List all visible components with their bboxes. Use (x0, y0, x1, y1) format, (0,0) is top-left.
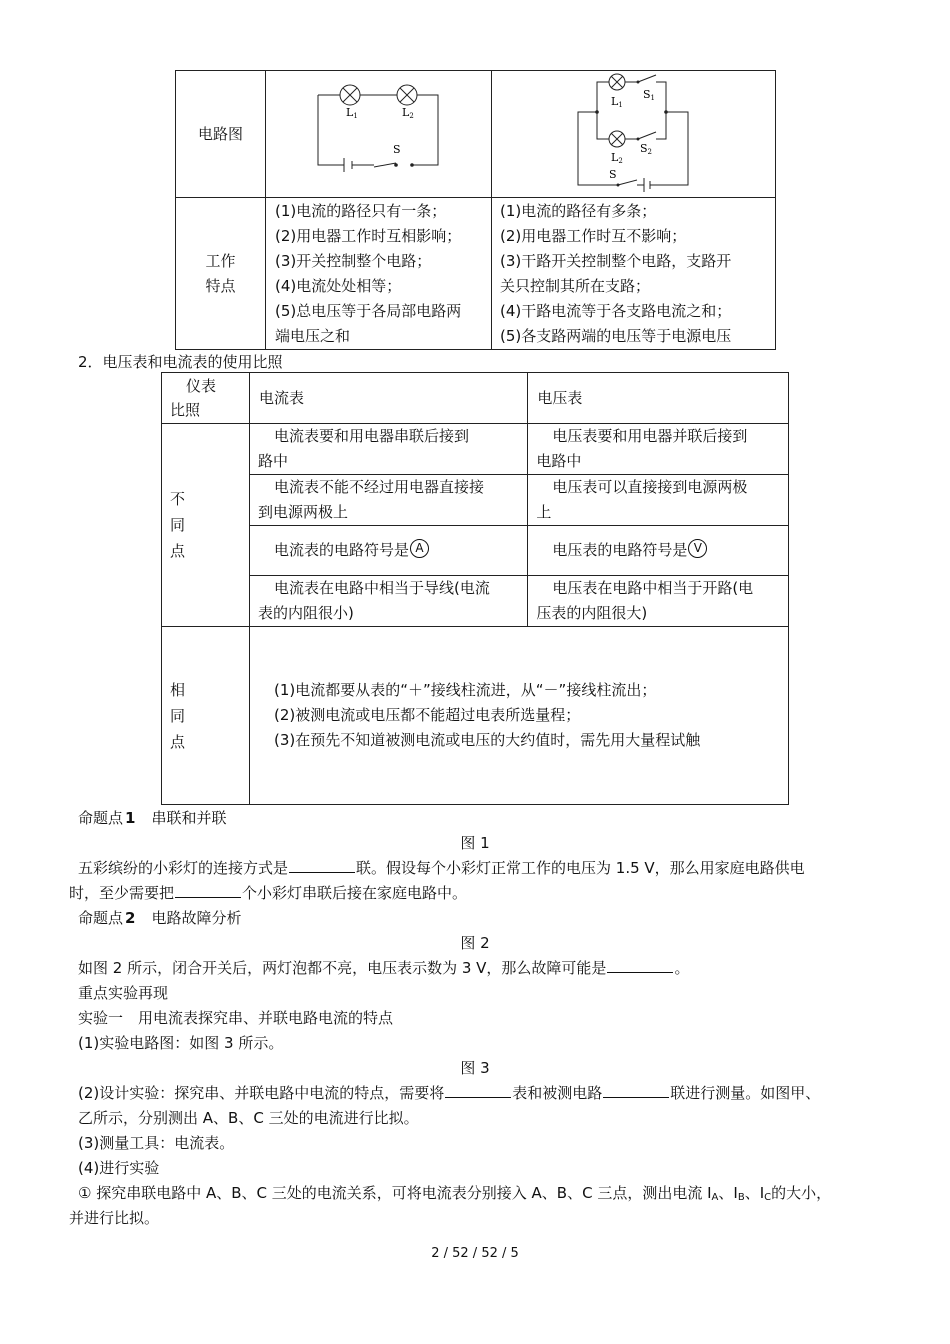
series-feature: (5)总电压等于各局部电路两 (275, 302, 462, 320)
header-ammeter: 电流表 (250, 373, 528, 424)
same-points-cell (250, 627, 789, 805)
figure2-caption: 图 2 (460, 934, 490, 952)
voltmeter-diff-cell: 电压表可以直接接到电源两极 上 (528, 475, 789, 526)
experiment1-step3: (3)测量工具：电流表。 (78, 1134, 235, 1152)
label-s1: S1 (643, 88, 656, 102)
same-char: 同 (170, 706, 186, 725)
label-s: S (609, 168, 617, 181)
experiment1-step1: (1)实验电路图：如图 3 所示。 (78, 1034, 284, 1052)
same-point: (3)在预先不知道被测电流或电压的大约值时，需先用大量程试触 (274, 731, 701, 749)
label-l1: L1 (611, 95, 623, 109)
ammeter-diff-cell: 电流表在电路中相当于导线(电流 表的内阻很小) (250, 576, 528, 627)
circuit-comparison-table (175, 70, 776, 350)
label-l2: L2 (611, 151, 623, 165)
series-feature: (2)用电器工作时互相影响； (275, 227, 462, 245)
topic1-heading: 命题点 1 串联和并联 (78, 809, 227, 827)
diff-char: 点 (170, 542, 186, 560)
lamp-l2-icon (609, 131, 625, 147)
meter-comparison-table (161, 372, 789, 805)
ammeter-diff-cell: 电流表不能不经过用电器直接接 到电源两极上 (250, 475, 528, 526)
answer-blank[interactable] (175, 883, 241, 898)
experiment1-step5-line2: 并进行比拟。 (69, 1209, 160, 1227)
series-feature: (3)开关控制整个电路； (275, 252, 432, 270)
diff-char: 不 (170, 490, 186, 508)
voltmeter-diff-cell: 电压表要和用电器并联后接到 电路中 (528, 424, 789, 475)
parallel-feature: (1)电流的路径有多条； (500, 202, 657, 220)
series-circuit-diagram (266, 71, 491, 197)
voltmeter-diff-cell: 电压表的电路符号是 V (528, 526, 789, 576)
answer-blank[interactable] (603, 1083, 669, 1098)
lamp-l2-icon (397, 85, 417, 105)
figure1-caption: 图 1 (460, 834, 490, 852)
lamp-l1-icon (340, 85, 360, 105)
parallel-circuit-diagram (492, 71, 775, 197)
features-label-line1: 工作 (205, 251, 236, 270)
label-l1: L1 (346, 106, 358, 120)
question1-line1: 五彩缤纷的小彩灯的连接方式是 联。假设每个小彩灯正常工作的电压为 1.5 V，那么用家庭电路供电 (78, 859, 805, 877)
figure3-caption: 图 3 (460, 1059, 490, 1077)
corner-cell (162, 373, 250, 424)
experiment1-step4: (4)进行实验 (78, 1159, 160, 1177)
row-label-features (176, 198, 266, 350)
corner-line2: 比照 (170, 401, 201, 419)
key-experiment-heading: 重点实验再现 (78, 984, 169, 1002)
series-diagram-cell (266, 71, 492, 198)
same-point: (2)被测电流或电压都不能超过电表所选量程； (274, 706, 581, 724)
page-footer: 2 / 52 / 52 / 5 (431, 1246, 519, 1261)
diagram-label: 电路图 (197, 124, 243, 143)
diff-char: 同 (170, 516, 186, 534)
answer-blank[interactable] (289, 858, 355, 873)
same-char: 点 (170, 732, 186, 751)
series-features-cell (266, 198, 492, 350)
parallel-feature: (4)干路电流等于各支路电流之和； (500, 302, 732, 320)
ammeter-diff-cell: 电流表要和用电器串联后接到 路中 (250, 424, 528, 475)
ammeter-diff-cell: 电流表的电路符号是 A (250, 526, 528, 576)
question2: 如图 2 所示，闭合开关后，两灯泡都不亮，电压表示数为 3 V，那么故障可能是 。 (78, 959, 690, 977)
answer-blank[interactable] (607, 958, 673, 973)
experiment1-step5-line1: ① 探究串联电路中 A、B、C 三处的电流关系，可将电流表分别接入 A、B、C 三点，测出电流 $I_A$、$I_B$、$I_C$的大小， (78, 1184, 832, 1203)
header-voltmeter: 电压表 (528, 373, 789, 424)
experiment1-step2-line1: (2)设计实验：探究串、并联电路中电流的特点，需要将 表和被测电路 联进行测量。如图甲、 (78, 1084, 821, 1102)
answer-blank[interactable] (445, 1083, 511, 1098)
same-char: 相 (170, 680, 186, 699)
series-feature: 端电压之和 (275, 327, 351, 345)
label-s: S (393, 143, 401, 156)
series-feature: (4)电流处处相等； (275, 277, 402, 295)
experiment1-title: 实验一 用电流表探究串、并联电路电流的特点 (78, 1009, 394, 1027)
voltmeter-diff-cell: 电压表在电路中相当于开路(电 压表的内阻很大) (528, 576, 789, 627)
corner-line1: 仪表 (186, 377, 217, 395)
question1-line2: 时，至少需要把 个小彩灯串联后接在家庭电路中。 (69, 884, 468, 902)
parallel-feature: (2)用电器工作时互不影响； (500, 227, 687, 245)
same-label-cell (162, 627, 250, 805)
experiment1-step2-line2: 乙所示，分别测出 A、B、C 三处的电流进行比拟。 (78, 1109, 419, 1127)
parallel-diagram-cell (492, 71, 776, 198)
parallel-feature: (5)各支路两端的电压等于电源电压 (500, 327, 732, 345)
parallel-features-cell (492, 198, 776, 350)
features-label-line2: 特点 (205, 276, 236, 295)
section2-title: 2．电压表和电流表的使用比照 (78, 353, 283, 371)
series-feature: (1)电流的路径只有一条； (275, 202, 447, 220)
row-label-diagram (176, 71, 266, 198)
label-l2: L2 (402, 106, 414, 120)
parallel-feature: (3)干路开关控制整个电路，支路开 (500, 252, 732, 270)
lamp-l1-icon (609, 74, 625, 90)
diff-label-cell (162, 424, 250, 627)
label-s2: S2 (640, 142, 653, 156)
voltmeter-symbol-icon: V (688, 539, 707, 558)
same-point: (1)电流都要从表的“＋”接线柱流进，从“－”接线柱流出； (274, 681, 657, 699)
ammeter-symbol-icon: A (410, 539, 429, 558)
topic2-heading: 命题点 2 电路故障分析 (78, 909, 242, 927)
parallel-feature: 关只控制其所在支路； (500, 277, 651, 295)
